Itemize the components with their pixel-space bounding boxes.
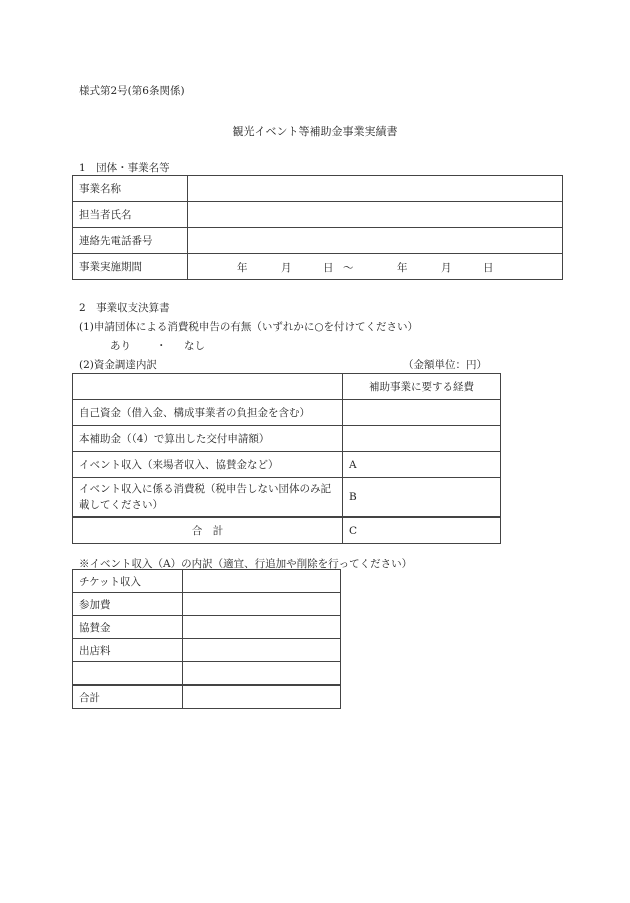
event-income-label: イベント収入（来場者収入、協賛金など） [73, 452, 343, 478]
extra-row-field[interactable] [183, 662, 341, 686]
sponsorship-label: 協賛金 [73, 616, 183, 639]
tax-option-no[interactable]: なし [184, 340, 205, 352]
table-row [73, 685, 341, 709]
funding-header-blank [73, 374, 343, 400]
booth-fee-field[interactable] [183, 639, 341, 662]
consumption-tax-label: イベント収入に係る消費税（税申告しない団体のみ記載してください） [73, 478, 343, 518]
organization-table [72, 175, 563, 280]
table-row [73, 400, 501, 426]
section1-heading: 1 団体・事業名等 [79, 162, 170, 174]
own-funds-field[interactable] [343, 400, 501, 426]
table-row [73, 426, 501, 452]
ticket-income-field[interactable] [183, 570, 341, 593]
table-row [73, 639, 341, 662]
table-row [73, 228, 563, 254]
subsidy-label: 本補助金（（4）で算出した交付申請額） [73, 426, 343, 452]
event-income-field[interactable]: A [343, 452, 501, 478]
form-number: 様式第2号(第6条関係) [79, 85, 185, 97]
period-field[interactable] [188, 254, 563, 280]
booth-fee-label: 出店料 [73, 639, 183, 662]
event-name-field[interactable] [188, 176, 563, 202]
period-tilde: ～ [343, 262, 354, 274]
subsidy-field[interactable] [343, 426, 501, 452]
section2-heading: 2 事業収支決算書 [79, 302, 170, 314]
table-row [73, 593, 341, 616]
tax-question: (1)申請団体による消費税申告の有無（いずれかに○を付けてください） [79, 321, 419, 333]
contact-person-field[interactable] [188, 202, 563, 228]
breakdown-note: ※イベント収入（A）の内訳（適宜、行追加や削除を行ってください） [79, 558, 413, 570]
document-title: 観光イベント等補助金事業実績書 [232, 125, 398, 138]
table-row [73, 517, 501, 544]
total-label: 合 計 [73, 517, 343, 544]
breakdown-table [72, 569, 341, 709]
start-day-unit: 日 [323, 262, 334, 274]
contact-person-label: 担当者氏名 [73, 202, 188, 228]
period-label: 事業実施期間 [73, 254, 188, 280]
end-month-unit: 月 [441, 262, 452, 274]
expense-column-header: 補助事業に要する経費 [343, 374, 501, 400]
table-row [73, 570, 341, 593]
table-row [73, 478, 501, 518]
table-row [73, 662, 341, 686]
tax-option-separator: ・ [156, 340, 167, 352]
extra-row-label[interactable] [73, 662, 183, 686]
participation-fee-label: 参加費 [73, 593, 183, 616]
table-row [73, 254, 563, 280]
end-year-unit: 年 [397, 262, 408, 274]
table-row [73, 202, 563, 228]
participation-fee-field[interactable] [183, 593, 341, 616]
funding-table [72, 373, 501, 544]
start-year-unit: 年 [237, 262, 248, 274]
unit-note: （金額単位：円） [403, 359, 487, 371]
breakdown-total-field[interactable] [183, 685, 341, 709]
consumption-tax-field[interactable]: B [343, 478, 501, 518]
funding-heading: (2)資金調達内訳 [79, 359, 157, 371]
table-row [73, 374, 501, 400]
own-funds-label: 自己資金（借入金、構成事業者の負担金を含む） [73, 400, 343, 426]
total-field[interactable]: C [343, 517, 501, 544]
table-row [73, 616, 341, 639]
table-row [73, 452, 501, 478]
phone-field[interactable] [188, 228, 563, 254]
tax-option-yes[interactable]: あり [110, 340, 131, 352]
phone-label: 連絡先電話番号 [73, 228, 188, 254]
start-month-unit: 月 [281, 262, 292, 274]
sponsorship-field[interactable] [183, 616, 341, 639]
table-row [73, 176, 563, 202]
breakdown-total-label: 合計 [73, 685, 183, 709]
end-day-unit: 日 [483, 262, 494, 274]
event-name-label: 事業名称 [73, 176, 188, 202]
ticket-income-label: チケット収入 [73, 570, 183, 593]
